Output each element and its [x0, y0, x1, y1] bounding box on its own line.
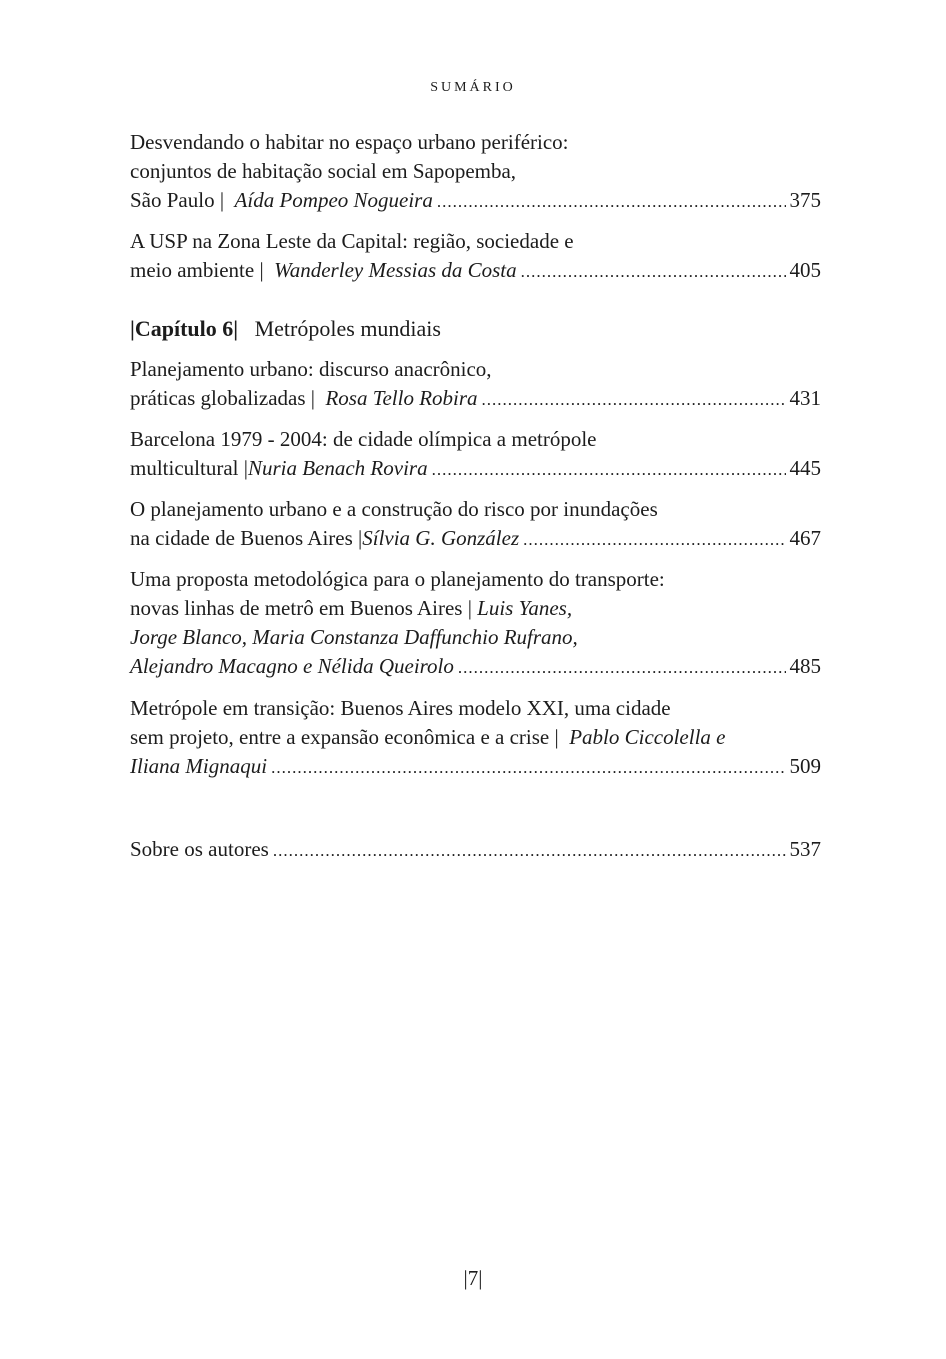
leader-dots: [521, 257, 786, 286]
entry-author-line: [130, 524, 821, 553]
leader-dots: [458, 653, 786, 682]
entry-title: sem projeto, entre a expansão econômica e a crise |: [130, 725, 559, 749]
toc-entry: [130, 227, 821, 285]
leader-dots: [437, 187, 786, 216]
entry-title: meio ambiente |: [130, 258, 264, 282]
entry-author-line: [130, 752, 821, 781]
leader-dots: [432, 455, 786, 484]
leader-dots: [273, 836, 786, 865]
page-number: 467: [789, 526, 821, 550]
entry-title-line: [130, 594, 821, 623]
entry-author-line: [130, 384, 821, 413]
folio-page-number: |7|: [463, 1266, 483, 1290]
toc-entry: [130, 565, 821, 681]
entry-author: Rosa Tello Robira: [325, 386, 478, 410]
entry-author-line: [130, 454, 821, 483]
entry-author-line: [130, 186, 821, 215]
entry-title: Desvendando o habitar no espaço urbano periférico:: [130, 130, 569, 154]
entry-author: Pablo Ciccolella e: [569, 725, 726, 749]
entry-author-line: [130, 652, 821, 681]
toc-entry: [130, 355, 821, 413]
page-number: 537: [789, 837, 821, 861]
entry-title: na cidade de Buenos Aires |: [130, 526, 363, 550]
entry-title-line: [130, 565, 821, 594]
chapter-title: Metrópoles mundiais: [254, 316, 441, 341]
running-header: SUMÁRIO: [430, 80, 516, 95]
page-number: 375: [789, 188, 821, 212]
page-number: 431: [789, 386, 821, 410]
chapter-label: |Capítulo 6|: [130, 316, 239, 341]
leader-dots: [271, 753, 785, 782]
entry-title: Sobre os autores: [130, 837, 269, 861]
toc-entry-about-authors: [130, 835, 821, 864]
entry-title-line: [130, 723, 821, 752]
entry-title: A USP na Zona Leste da Capital: região, sociedade e: [130, 229, 574, 253]
toc-entry: [130, 128, 821, 215]
entry-author: Jorge Blanco, Maria Constanza Daffunchio Rufrano,: [130, 625, 578, 649]
entry-author: Aída Pompeo Nogueira: [234, 188, 433, 212]
entry-title-line: [130, 425, 821, 454]
entry-title: práticas globalizadas |: [130, 386, 315, 410]
entry-title: Metrópole em transição: Buenos Aires modelo XXI, uma cidade: [130, 696, 671, 720]
entry-title: novas linhas de metrô em Buenos Aires |: [130, 596, 472, 620]
entry-author: Nuria Benach Rovira: [247, 456, 428, 480]
leader-dots: [523, 525, 785, 554]
entry-author-line: [130, 623, 821, 652]
toc-entry: [130, 694, 821, 781]
entry-title: Planejamento urbano: discurso anacrônico,: [130, 357, 492, 381]
entry-title: multicultural |: [130, 456, 248, 480]
entry-author: Sílvia G. González: [362, 526, 520, 550]
entry-author-line: [130, 256, 821, 285]
entry-title-line: [130, 355, 821, 384]
entry-author-line: [130, 835, 821, 864]
entry-title: O planejamento urbano e a construção do risco por inundações: [130, 497, 658, 521]
entry-title: São Paulo |: [130, 188, 225, 212]
entry-title-line: [130, 694, 821, 723]
entry-title-line: [130, 128, 821, 157]
entry-author: Luis Yanes,: [477, 596, 573, 620]
page-number: 509: [789, 754, 821, 778]
page-number: 445: [789, 456, 821, 480]
entry-author: Wanderley Messias da Costa: [274, 258, 517, 282]
page-number: 405: [789, 258, 821, 282]
page-number: 485: [789, 654, 821, 678]
toc-entry: [130, 425, 821, 483]
entry-title: Barcelona 1979 - 2004: de cidade olímpica a metrópole: [130, 427, 597, 451]
entry-title-line: [130, 227, 821, 256]
entry-author: Iliana Mignaqui: [130, 754, 268, 778]
toc-entry: [130, 495, 821, 553]
chapter-heading: [130, 314, 821, 343]
entry-title-line: [130, 495, 821, 524]
entry-title: Uma proposta metodológica para o planejamento do transporte:: [130, 567, 665, 591]
entry-author: Alejandro Macagno e Nélida Queirolo: [130, 654, 454, 678]
leader-dots: [482, 385, 786, 414]
entry-title-line: [130, 157, 821, 186]
entry-title: conjuntos de habitação social em Sapopemba,: [130, 159, 517, 183]
